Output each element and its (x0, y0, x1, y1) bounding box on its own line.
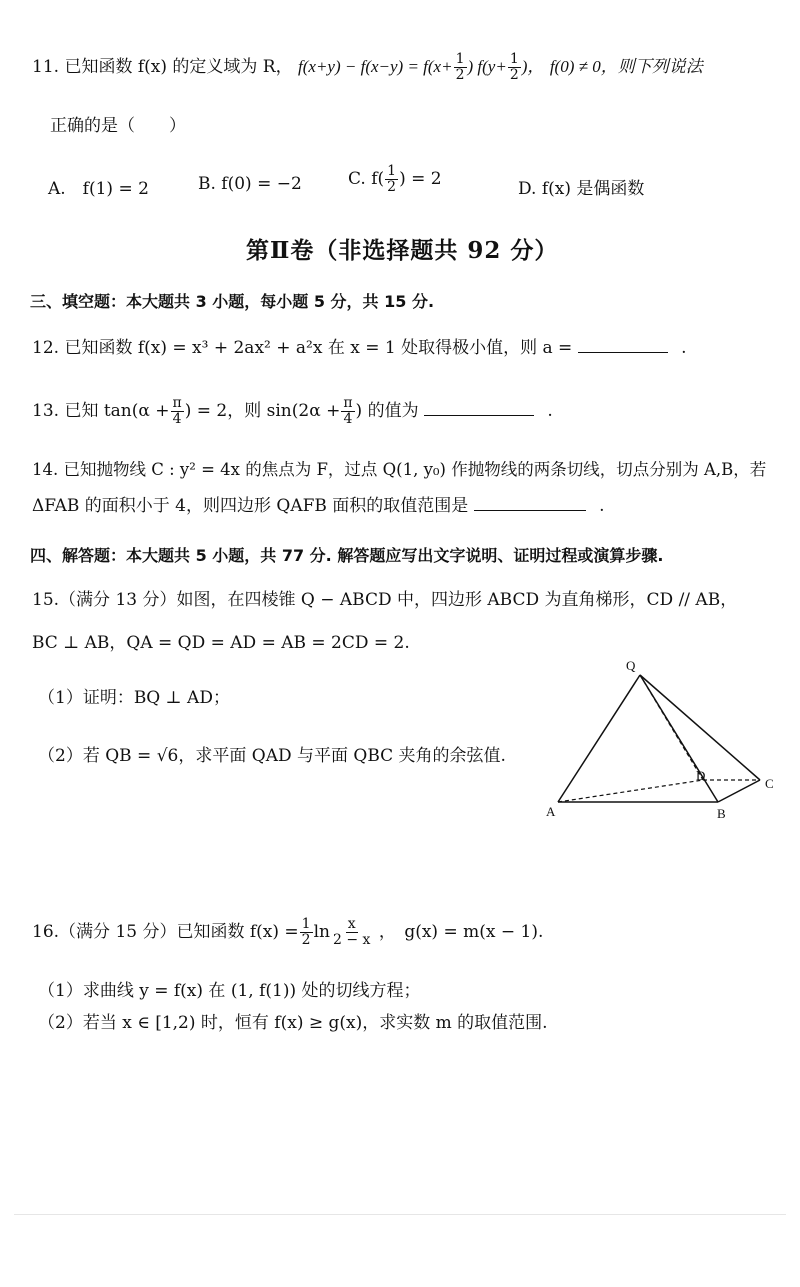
q11-frac2-den: 2 (509, 67, 519, 83)
q16-x-num: x (347, 916, 356, 932)
q14-answer-blank[interactable] (474, 494, 586, 511)
q11-option-c-frac (385, 164, 398, 195)
q11-option-c-num: 1 (387, 163, 397, 179)
q12-text: 12. 已知函数 f(x) = x³ + 2ax² + a²x 在 x = 1 处取得极小值，则 a = (32, 338, 573, 358)
q16-half-den: 2 (301, 932, 311, 948)
q11-frac1 (454, 52, 467, 83)
q13-four2: 4 (343, 411, 353, 427)
q15-line2: BC ⊥ AB，QA = QD = AD = AB = 2CD = 2. (32, 633, 410, 653)
q16-b: ， g(x) = m(x − 1). (378, 922, 544, 942)
label-B: B (717, 806, 726, 821)
q14-line2 (32, 494, 605, 517)
q16-a: 16.（满分 15 分）已知函数 f(x) = (32, 922, 299, 942)
q16-line1 (32, 917, 543, 948)
q13-b: ) = 2，则 sin(2α + (184, 401, 341, 421)
q11-option-c-a: C. f( (348, 169, 385, 189)
edge-QC (640, 675, 760, 780)
q15-line1: 15.（满分 13 分）如图，在四棱锥 Q − ABCD 中，四边形 ABCD 为直角梯形，CD // AB， (32, 590, 738, 610)
q15-part2: （2）若 QB = √6，求平面 QAD 与平面 QBC 夹角的余弦值. (38, 746, 506, 766)
q12-line (32, 336, 687, 359)
q14-end: . (599, 496, 605, 516)
q16-half (300, 917, 313, 948)
pyramid-figure (540, 650, 790, 830)
q16-part1: （1）求曲线 y = f(x) 在 (1, f(1)) 处的切线方程； (38, 981, 421, 1001)
edge-AD (558, 780, 703, 802)
q11-option-c (348, 164, 442, 195)
q14-line2-text: ΔFAB 的面积小于 4，则四边形 QAFB 面积的取值范围是 (32, 496, 469, 516)
q16-x-frac (331, 917, 372, 948)
q13-c: ) 的值为 (355, 401, 419, 421)
q13-a: 13. 已知 tan(α + (32, 401, 170, 421)
q11-option-b: B. f(0) = −2 (198, 174, 302, 194)
label-Q: Q (626, 658, 636, 673)
q13-end: . (547, 401, 553, 421)
q11-frac2-num: 1 (509, 51, 519, 67)
label-D: D (696, 768, 706, 783)
edge-BC (718, 780, 760, 802)
edge-QA (558, 675, 640, 802)
q13-line (32, 396, 553, 427)
q11-condition: f(0) ≠ 0，则下列说法 (549, 57, 703, 76)
section4-header: 四、解答题：本大题共 5 小题，共 77 分. 解答题应写出文字说明、证明过程或演算步骤. (30, 546, 664, 565)
q11-option-a: A. f(1) = 2 (48, 179, 149, 199)
page-divider (14, 1214, 786, 1215)
label-A: A (546, 804, 556, 819)
q13-pi2: π (343, 395, 353, 411)
q11-eq-c: )， (521, 57, 545, 76)
label-C: C (765, 776, 774, 791)
q16-part2: （2）若当 x ∈ [1,2) 时，恒有 f(x) ≥ g(x)，求实数 m 的取值范围. (38, 1013, 548, 1033)
q14-line1: 14. 已知抛物线 C : y² = 4x 的焦点为 F，过点 Q(1, y₀) 作抛物线的两条切线，切点分别为 A,B，若 (32, 460, 767, 479)
q11-option-c-b: ) = 2 (399, 169, 442, 189)
q12-end: . (681, 338, 687, 358)
q11-frac1-num: 1 (455, 51, 465, 67)
q11-eq-a: f(x+y) − f(x−y) = f(x+ (298, 57, 453, 76)
q12-answer-blank[interactable] (578, 336, 668, 353)
q11-line2: 正确的是（ ） (50, 116, 186, 136)
q15-part1: （1）证明：BQ ⊥ AD； (38, 688, 230, 708)
q16-half-num: 1 (301, 916, 311, 932)
q16-x-den: 2 − x (332, 932, 371, 948)
q11-option-c-den: 2 (387, 179, 397, 195)
q11-eq-b: ) f(y+ (467, 57, 507, 76)
q13-answer-blank[interactable] (424, 399, 534, 416)
section3-header: 三、填空题：本大题共 3 小题，每小题 5 分，共 15 分. (30, 292, 435, 311)
q13-four1: 4 (172, 411, 182, 427)
q11-prefix: 11. 已知函数 f(x) 的定义域为 R， (32, 57, 293, 77)
q11-frac2 (508, 52, 521, 83)
q13-pi1: π (172, 395, 182, 411)
section2-title: 第Ⅱ卷（非选择题共 92 分） (246, 237, 559, 264)
q13-frac1 (171, 396, 184, 427)
q13-frac2 (341, 396, 354, 427)
q11-option-d: D. f(x) 是偶函数 (518, 179, 645, 199)
q11-line1 (32, 52, 703, 83)
q16-ln: ln (313, 922, 330, 942)
q11-frac1-den: 2 (455, 67, 465, 83)
